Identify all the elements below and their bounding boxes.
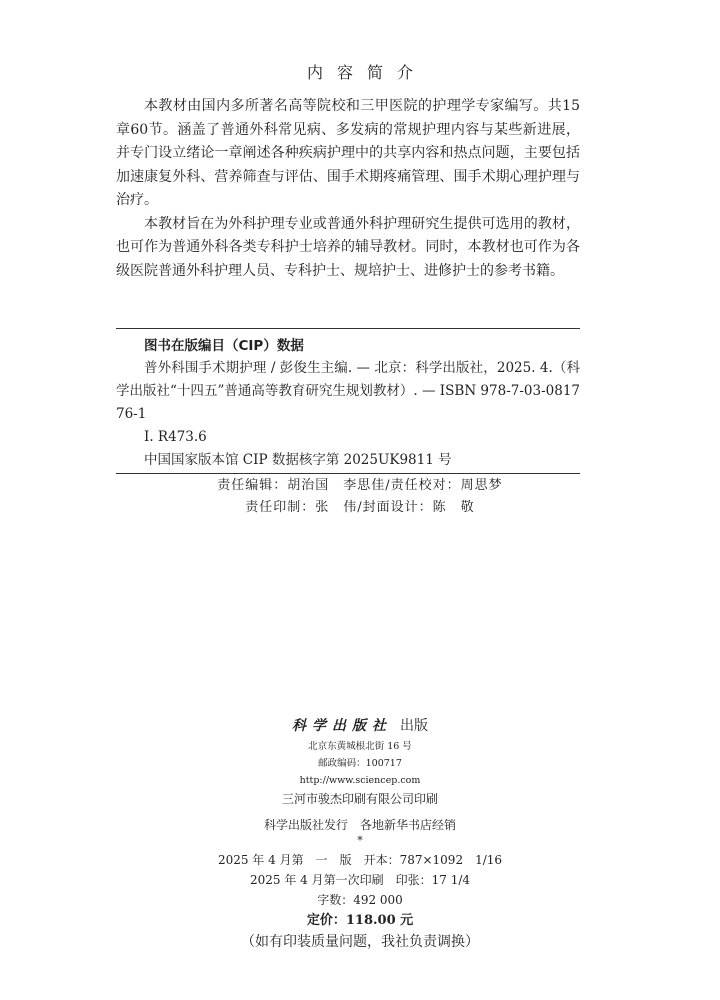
printing-text: 2025 年 4 月第一次印刷 bbox=[249, 873, 384, 887]
intro-paragraph-1: 本教材由国内多所著名高等院校和三甲医院的护理学专家编写。共15章60节。涵盖了普通外科常见病、多发病的常规护理内容与某些新进展，并专门设立绪论一章阐述各种疾病护理中的共享内容和热点问题，主要包括加速康复外科、营养筛查与评估、围手术期疼痛管理、围手术期心理护理与治疗。 bbox=[116, 98, 580, 208]
credits-print-design: 责任印制：张 伟/封面设计：陈 敬 bbox=[245, 500, 475, 515]
cip-verification: 中国国家版本馆 CIP 数据核字第 2025UK9811 号 bbox=[116, 449, 580, 474]
edition-row bbox=[0, 850, 720, 870]
edition-text: 2025 年 4 月第 一 版 bbox=[217, 853, 352, 867]
intro-paragraph-2: 本教材旨在为外科护理专业或普通外科护理研究生提供可选用的教材，也可作为普通外科各类专科护士培养的辅导教材。同时，本教材也可作为各级医院普通外科护理人员、专科护士、规培护士、进修护士的参考书籍。 bbox=[116, 215, 580, 279]
publisher-block bbox=[0, 714, 720, 953]
price-value: 118.00 元 bbox=[345, 913, 414, 928]
cip-heading: 图书在版编目（CIP）数据 bbox=[144, 338, 304, 354]
printing-row bbox=[0, 870, 720, 890]
credits-editors: 责任编辑：胡治国 李思佳/责任校对：周思梦 bbox=[217, 478, 503, 493]
quality-notice: （如有印装质量问题，我社负责调换） bbox=[241, 934, 479, 950]
intro-title: 内容简介 bbox=[306, 63, 427, 82]
price-label: 定价： bbox=[306, 913, 346, 928]
publisher-address: 北京东黄城根北街 16 号 bbox=[308, 741, 412, 752]
publisher-website: http://www.sciencep.com bbox=[299, 775, 421, 786]
credits-block bbox=[0, 475, 720, 519]
cip-description: 普外科围手术期护理 / 彭俊生主编. — 北京：科学出版社，2025. 4.（科学出版社“十四五”普通高等教育研究生规划教材）. — ISBN 978-7-03-081776-1 bbox=[116, 360, 580, 422]
sheets-text: 印张：17 1/4 bbox=[395, 873, 471, 887]
word-count: 字数：492 000 bbox=[317, 893, 403, 907]
published-label: 出版 bbox=[400, 718, 428, 734]
publisher-line bbox=[0, 714, 720, 738]
separator-star: * bbox=[357, 834, 363, 847]
cip-classification: Ⅰ. R473.6 bbox=[144, 429, 207, 445]
format-text: 开本：787×1092 1/16 bbox=[363, 853, 503, 867]
cip-block bbox=[116, 328, 580, 474]
distribution-line: 科学出版社发行 各地新华书店经销 bbox=[263, 818, 456, 832]
printer-line: 三河市骏杰印刷有限公司印刷 bbox=[281, 792, 438, 806]
intro-body bbox=[116, 95, 580, 283]
price-line bbox=[0, 910, 720, 931]
publisher-logo: 科学出版社 bbox=[292, 718, 392, 734]
publisher-postcode: 邮政编码：100717 bbox=[318, 758, 402, 769]
